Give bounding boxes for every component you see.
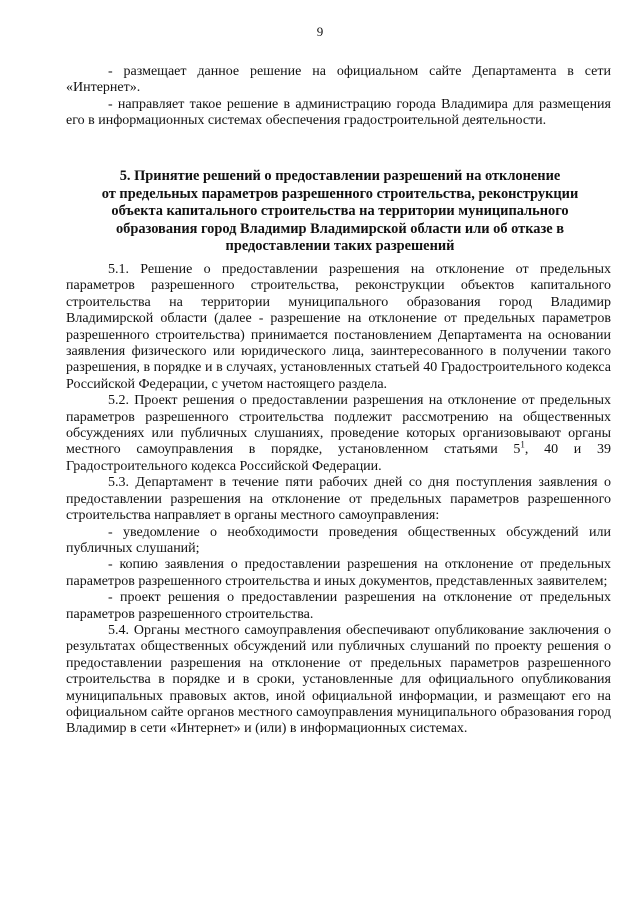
page-number: 9 [316,24,324,39]
superscript-index: 1 [520,439,525,450]
paragraph-5-2-tail: , 40 и 39 Градостроительного кодекса Российской Федерации. [66,442,611,474]
paragraph-5-2 [66,393,611,475]
heading-line: 5. Принятие решений о предоставлении разрешений на отклонение [119,168,561,184]
list-item: - уведомление о необходимости проведения общественных обсуждений или публичных слушаний; [66,524,611,556]
section-heading [78,168,602,256]
list-item: - размещает данное решение на официальном сайте Департамента в сети «Интернет». [66,64,611,96]
section-body [66,262,611,738]
paragraph-5-3: 5.3. Департамент в течение пяти рабочих дней со дня поступления заявления о предоставлении разрешения на отклонение от предельных параметров разрешенного строительства направляет в органы местного самоуправления: [66,475,611,524]
paragraph-5-1: 5.1. Решение о предоставлении разрешения на отклонение от предельных параметров разрешенного строительства, реконструкции объектов капитального строительства на территории муниципального образования город Владимир Владимирской области (далее - разрешение на отклонение от предельных параметров разрешенного строительства) принимается постановлением Департамента на основании заявления физического или юридического лица, заинтересованного в получении такого разрешения, в порядке и в случаях, установленных статьей 40 Градостроительного кодекса Российской Федерации, с учетом настоящего раздела. [66,262,611,392]
heading-line: объекта капитального строительства на территории муниципального [111,203,569,220]
list-item: - направляет такое решение в администрацию города Владимира для размещения его в информационных системах обеспечения градостроительной деятельности. [66,96,611,129]
paragraph-5-2-text: 5.2. Проект решения о предоставлении разрешения на отклонение от предельных параметров разрешенного строительства подлежит рассмотрению на общественных обсуждениях или публичных слушаниях, проведение которых организовывают органы местного самоуправления в порядке, установленном статьями 5 [66,393,611,458]
heading-line: образования город Владимир Владимирской области или об отказе в [115,220,565,237]
heading-line: от предельных параметров разрешенного строительства, реконструкции [101,185,579,202]
list-item: - проект решения о предоставлении разрешения на отклонение от предельных параметров разрешенного строительства. [66,590,611,622]
heading-line: предоставлении таких разрешений [225,238,455,255]
continued-list [66,64,611,130]
list-item: - копию заявления о предоставлении разрешения на отклонение от предельных параметров разрешенного строительства и иных документов, представленных заявителем; [66,557,611,589]
paragraph-5-4: 5.4. Органы местного самоуправления обеспечивают опубликование заключения о результатах общественных обсуждений или публичных слушаний по проекту решения о предоставлении разрешения на отклонение от предельных параметров разрешенного строительства в порядке и в сроки, установленные для официального опубликования муниципальных правовых актов, иной официальной информации, и размещают его на официальном сайте органов местного самоуправления муниципального образования город Владимир в сети «Интернет» и (или) в информационных системах. [66,622,611,737]
